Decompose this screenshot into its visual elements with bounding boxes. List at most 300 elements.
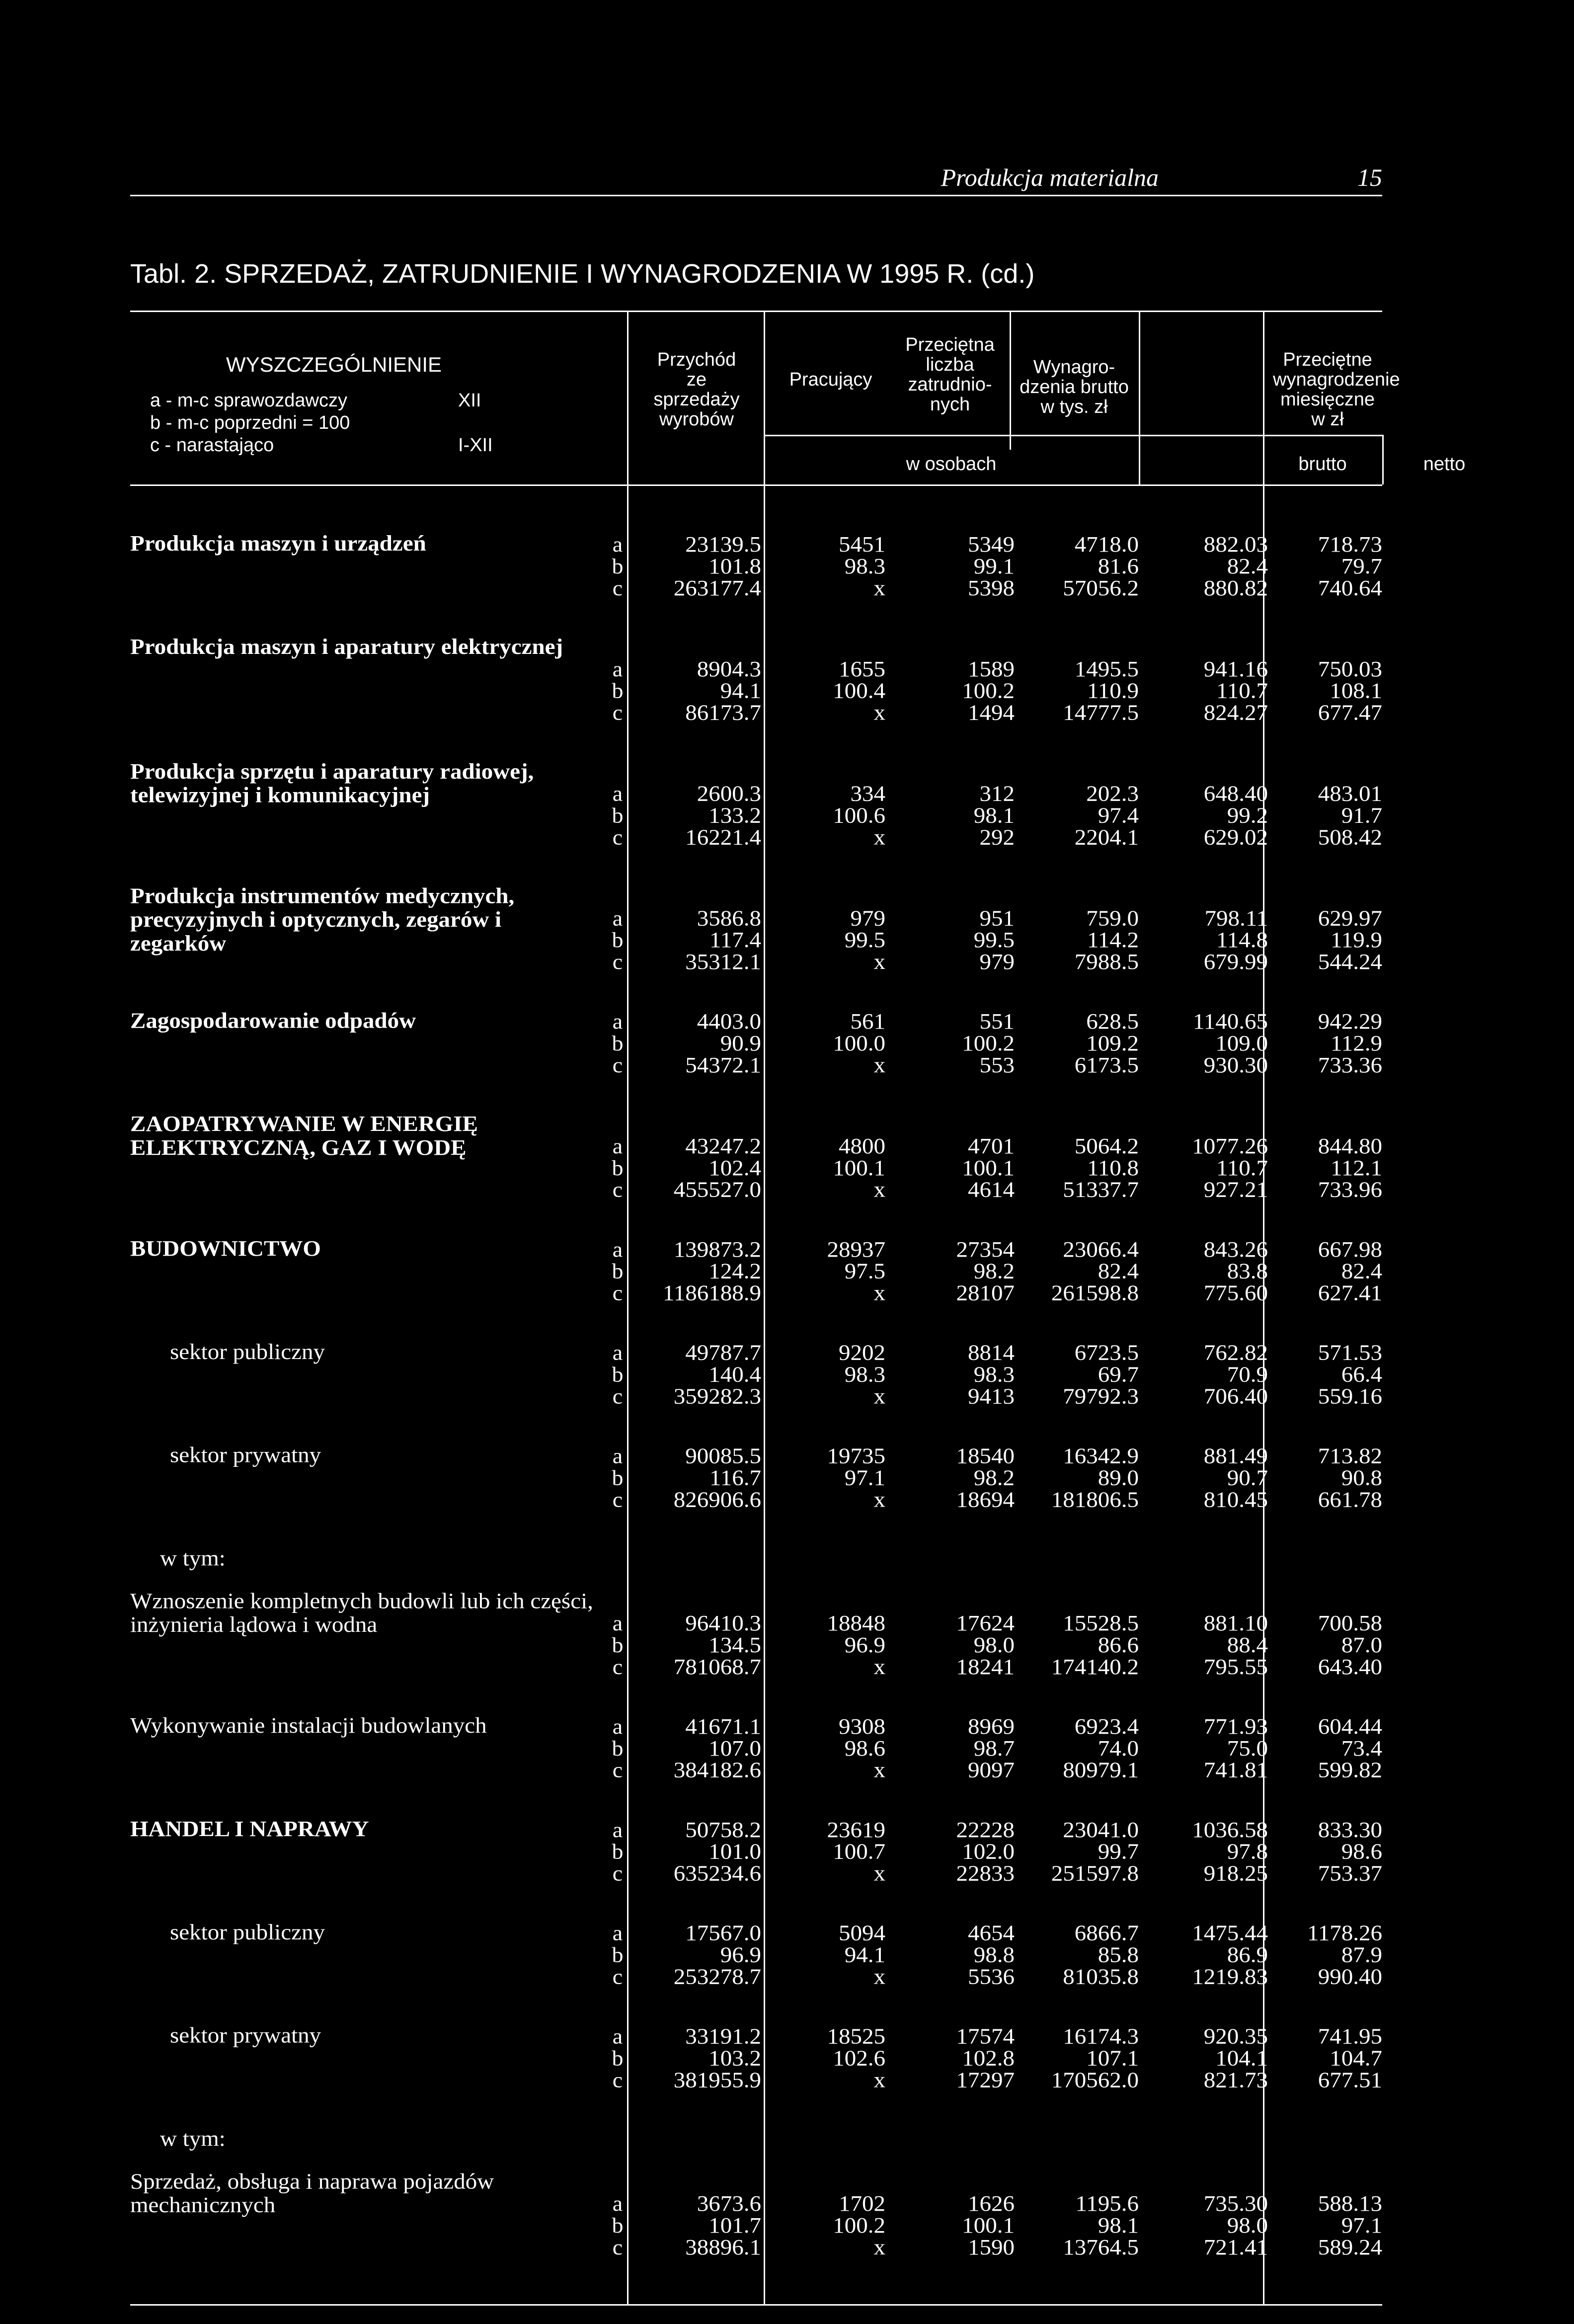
row-label: w tym:	[160, 2126, 226, 2152]
cell-zatrudnieni: 98.8	[973, 1942, 1015, 1968]
cell-brutto: 1140.65	[1192, 1009, 1268, 1034]
cell-przychod: 17567.0	[685, 1921, 761, 1946]
cell-brutto: 648.40	[1203, 781, 1268, 806]
cell-netto: 82.4	[1341, 1259, 1382, 1284]
cell-pracujacy: 5451	[839, 532, 885, 557]
cell-pracujacy: 99.5	[844, 928, 885, 953]
cell-przychod: 826906.6	[673, 1487, 761, 1512]
page-number: 15	[1357, 163, 1382, 191]
cell-netto: 571.53	[1318, 1340, 1382, 1365]
cell-pracujacy: 979	[850, 906, 885, 931]
row-code: c	[612, 575, 623, 600]
cell-netto: 108.1	[1330, 678, 1382, 704]
row-label: Produkcja maszyn i aparatury elektrycznej	[130, 634, 563, 659]
cell-netto: 98.6	[1341, 1839, 1382, 1864]
cell-pracujacy: 100.0	[833, 1031, 885, 1056]
cell-zatrudnieni: 27354	[956, 1237, 1015, 1262]
cell-brutto: 735.30	[1203, 2191, 1268, 2216]
cell-netto: 627.41	[1318, 1281, 1382, 1306]
cell-wynagrodzenia: 109.2	[1086, 1031, 1139, 1056]
table-row	[130, 1281, 1382, 1309]
col-w-osobach: w osobach	[906, 454, 997, 475]
cell-wynagrodzenia: 16174.3	[1063, 2024, 1139, 2049]
cell-wynagrodzenia: 110.8	[1087, 1155, 1139, 1181]
row-label: Zagospodarowanie odpadów	[130, 1008, 416, 1033]
cell-zatrudnieni: 102.8	[962, 2046, 1015, 2071]
row-code: a	[612, 1921, 623, 1945]
cell-netto: 589.24	[1318, 2235, 1382, 2260]
cell-netto: 599.82	[1318, 1758, 1382, 1783]
row-label: sektor prywatny	[170, 2023, 321, 2048]
col-wynagrodzenia: Wynagro-dzenia brutto w tys. zł	[1020, 357, 1129, 417]
stub-legend-a: a - m-c sprawozdawczy	[150, 390, 347, 411]
row-code: b	[612, 1736, 624, 1761]
row-code: c	[612, 2235, 623, 2259]
table-row	[130, 1383, 1382, 1412]
cell-pracujacy: x	[873, 1758, 885, 1783]
table-row	[130, 1052, 1382, 1081]
cell-pracujacy: 94.1	[844, 1942, 885, 1968]
row-code: c	[612, 700, 623, 725]
cell-netto: 844.80	[1318, 1133, 1382, 1159]
table-row	[130, 2067, 1382, 2095]
cell-zatrudnieni: 98.3	[973, 1362, 1015, 1387]
cell-pracujacy: 97.5	[844, 1259, 885, 1284]
cell-przychod: 1186188.9	[662, 1281, 761, 1306]
cell-brutto: 771.93	[1203, 1714, 1268, 1739]
cell-netto: 87.0	[1341, 1632, 1382, 1658]
col-przecietne: Przeciętne wynagrodzenie miesięczne w zł	[1273, 349, 1400, 430]
cell-wynagrodzenia: 69.7	[1098, 1362, 1139, 1387]
row-code: a	[612, 1133, 623, 1158]
col-brutto: brutto	[1298, 454, 1347, 475]
cell-brutto: 941.16	[1203, 656, 1268, 682]
cell-pracujacy: 100.2	[833, 2213, 885, 2238]
cell-przychod: 50758.2	[685, 1817, 761, 1843]
cell-pracujacy: 334	[850, 781, 885, 806]
row-code: b	[612, 1155, 624, 1180]
cell-netto: 713.82	[1318, 1443, 1382, 1469]
cell-brutto: 918.25	[1203, 1861, 1268, 1886]
cell-netto: 833.30	[1318, 1817, 1382, 1843]
row-code: c	[612, 2068, 623, 2092]
cell-zatrudnieni: 292	[979, 825, 1015, 850]
cell-przychod: 8904.3	[697, 656, 761, 682]
row-code: a	[612, 1714, 623, 1739]
cell-przychod: 86173.7	[685, 700, 761, 725]
cell-pracujacy: x	[873, 825, 885, 850]
cell-wynagrodzenia: 107.1	[1086, 2046, 1139, 2071]
cell-zatrudnieni: 99.5	[973, 928, 1015, 953]
table-row	[130, 575, 1382, 604]
cell-zatrudnieni: 98.1	[973, 803, 1015, 828]
row-code: c	[612, 1654, 623, 1679]
cell-przychod: 49787.7	[685, 1340, 761, 1365]
cell-brutto: 98.0	[1227, 2213, 1268, 2238]
table-row	[130, 1758, 1382, 1786]
cell-zatrudnieni: 98.0	[973, 1632, 1015, 1658]
row-label: w tym:	[160, 1546, 226, 1571]
cell-przychod: 96410.3	[685, 1611, 761, 1636]
cell-wynagrodzenia: 80979.1	[1063, 1758, 1139, 1783]
cell-zatrudnieni: 1590	[968, 2235, 1015, 2260]
cell-wynagrodzenia: 99.7	[1098, 1839, 1139, 1864]
wynagrodzenie-rule	[1139, 435, 1382, 436]
header-bottom-rule	[130, 484, 1382, 486]
cell-pracujacy: 18848	[827, 1611, 885, 1636]
cell-zatrudnieni: 4701	[968, 1133, 1015, 1159]
cell-brutto: 109.0	[1215, 1031, 1268, 1056]
cell-wynagrodzenia: 98.1	[1098, 2213, 1139, 2238]
cell-przychod: 90085.5	[685, 1443, 761, 1469]
row-code: c	[612, 1861, 623, 1886]
cell-wynagrodzenia: 110.9	[1087, 678, 1139, 704]
table-row	[130, 1964, 1382, 1992]
cell-wynagrodzenia: 6173.5	[1074, 1052, 1139, 1078]
cell-przychod: 4403.0	[697, 1009, 761, 1034]
cell-brutto: 741.81	[1203, 1758, 1268, 1783]
row-code: c	[612, 1487, 623, 1512]
cell-przychod: 107.0	[708, 1736, 761, 1761]
cell-wynagrodzenia: 85.8	[1098, 1942, 1139, 1968]
cell-przychod: 38896.1	[685, 2235, 761, 2260]
row-code: c	[612, 1052, 623, 1077]
cell-netto: 112.9	[1330, 1031, 1382, 1056]
cell-brutto: 83.8	[1227, 1259, 1268, 1284]
cell-netto: 753.37	[1318, 1861, 1382, 1886]
cell-przychod: 133.2	[708, 803, 761, 828]
cell-pracujacy: 98.6	[844, 1736, 885, 1761]
cell-wynagrodzenia: 86.6	[1098, 1632, 1139, 1658]
row-label: Wykonywanie instalacji budowlanych	[130, 1713, 487, 1738]
stub-legend-b: b - m-c poprzedni = 100	[150, 412, 350, 433]
cell-wynagrodzenia: 6923.4	[1074, 1714, 1139, 1739]
cell-netto: 677.47	[1318, 700, 1382, 725]
cell-wynagrodzenia: 81.6	[1098, 554, 1139, 579]
cell-pracujacy: 100.6	[833, 803, 885, 828]
row-label: ZAOPATRYWANIE W ENERGIĘ ELEKTRYCZNĄ, GAZ I WODĘ	[130, 1112, 478, 1160]
row-code: a	[612, 1611, 623, 1635]
cell-wynagrodzenia: 181806.5	[1051, 1487, 1139, 1512]
row-code: b	[612, 1362, 624, 1387]
cell-przychod: 33191.2	[685, 2024, 761, 2049]
cell-netto: 604.44	[1318, 1714, 1382, 1739]
cell-zatrudnieni: 553	[979, 1052, 1015, 1078]
cell-brutto: 1036.58	[1192, 1817, 1268, 1843]
cell-pracujacy: 19735	[827, 1443, 885, 1469]
row-code: c	[612, 1758, 623, 1782]
row-code: c	[612, 1281, 623, 1305]
cell-netto: 104.7	[1330, 2046, 1382, 2071]
column-divider	[1139, 311, 1140, 484]
cell-pracujacy: x	[873, 1281, 885, 1306]
cell-pracujacy: x	[873, 1964, 885, 1989]
stub-legend-c: c - narastająco	[150, 435, 274, 456]
row-label: sektor prywatny	[170, 1442, 321, 1468]
cell-pracujacy: 100.7	[833, 1839, 885, 1864]
cell-wynagrodzenia: 1195.6	[1075, 2191, 1139, 2216]
cell-netto: 942.29	[1318, 1009, 1382, 1034]
cell-brutto: 843.26	[1203, 1237, 1268, 1262]
cell-pracujacy: x	[873, 575, 885, 601]
cell-pracujacy: 98.3	[844, 554, 885, 579]
row-code: c	[612, 949, 623, 974]
cell-wynagrodzenia: 57056.2	[1063, 575, 1139, 601]
cell-pracujacy: 23619	[827, 1817, 885, 1843]
col-przychod: Przychód ze sprzedaży wyrobów	[653, 349, 740, 430]
row-label: Produkcja sprzętu i aparatury radiowej, telewizyjnej i komunikacyjnej	[130, 759, 534, 807]
cell-pracujacy: 97.1	[844, 1465, 885, 1490]
cell-pracujacy: x	[873, 700, 885, 725]
cell-przychod: 54372.1	[685, 1052, 761, 1078]
row-code: b	[612, 1031, 624, 1055]
cell-wynagrodzenia: 759.0	[1086, 906, 1139, 931]
cell-wynagrodzenia: 89.0	[1098, 1465, 1139, 1490]
cell-zatrudnieni: 17297	[956, 2068, 1015, 2092]
cell-wynagrodzenia: 261598.8	[1051, 1281, 1139, 1306]
row-label: HANDEL I NAPRAWY	[130, 1816, 369, 1842]
cell-wynagrodzenia: 251597.8	[1051, 1861, 1139, 1886]
cell-brutto: 1475.44	[1192, 1921, 1268, 1946]
cell-przychod: 381955.9	[673, 2068, 761, 2092]
cell-zatrudnieni: 1626	[968, 2191, 1015, 2216]
cell-przychod: 41671.1	[685, 1714, 761, 1739]
cell-zatrudnieni: 951	[979, 906, 1015, 931]
cell-brutto: 110.7	[1216, 678, 1268, 704]
cell-pracujacy: 98.3	[844, 1362, 885, 1387]
row-label: BUDOWNICTWO	[130, 1236, 321, 1261]
stub-heading: WYSZCZEGÓLNIENIE	[226, 353, 442, 376]
row-label: sektor publiczny	[170, 1339, 325, 1364]
cell-pracujacy: 9308	[839, 1714, 885, 1739]
cell-netto: 73.4	[1341, 1736, 1382, 1761]
cell-zatrudnieni: 22833	[956, 1861, 1015, 1886]
table-row	[130, 824, 1382, 853]
row-code: b	[612, 928, 624, 952]
data-table	[130, 311, 1466, 2260]
cell-brutto: 881.10	[1203, 1611, 1268, 1636]
row-code: a	[612, 1443, 623, 1468]
cell-wynagrodzenia: 23041.0	[1063, 1817, 1139, 1843]
cell-brutto: 930.30	[1203, 1052, 1268, 1078]
cell-pracujacy: 102.6	[833, 2046, 885, 2071]
cell-wynagrodzenia: 2204.1	[1074, 825, 1139, 850]
row-code: b	[612, 1259, 624, 1283]
cell-przychod: 90.9	[720, 1031, 761, 1056]
row-code: c	[612, 1384, 623, 1408]
cell-netto: 990.40	[1318, 1964, 1382, 1989]
cell-przychod: 23139.5	[685, 532, 761, 557]
cell-zatrudnieni: 98.2	[973, 1465, 1015, 1490]
stub-legend-c-period: I-XII	[458, 435, 493, 456]
col-zatrudnieni: Przeciętna liczba zatrudnio-nych	[905, 334, 995, 415]
cell-przychod: 384182.6	[673, 1758, 761, 1783]
row-code: b	[612, 554, 624, 578]
cell-pracujacy: x	[873, 1052, 885, 1078]
cell-brutto: 798.11	[1204, 906, 1268, 931]
cell-przychod: 103.2	[708, 2046, 761, 2071]
cell-zatrudnieni: 18241	[956, 1654, 1015, 1680]
cell-zatrudnieni: 312	[979, 781, 1015, 806]
cell-netto: 97.1	[1341, 2213, 1382, 2238]
cell-brutto: 927.21	[1203, 1177, 1268, 1202]
cell-wynagrodzenia: 4718.0	[1074, 532, 1139, 557]
cell-wynagrodzenia: 74.0	[1098, 1736, 1139, 1761]
cell-wynagrodzenia: 51337.7	[1063, 1177, 1139, 1202]
cell-brutto: 824.27	[1203, 700, 1268, 725]
cell-pracujacy: 28937	[827, 1237, 885, 1262]
table-row	[130, 1654, 1382, 1683]
cell-przychod: 3586.8	[697, 906, 761, 931]
cell-pracujacy: 100.4	[833, 678, 885, 704]
cell-wynagrodzenia: 13764.5	[1063, 2235, 1139, 2260]
cell-przychod: 3673.6	[697, 2191, 761, 2216]
cell-brutto: 882.03	[1203, 532, 1268, 557]
cell-zatrudnieni: 1494	[968, 700, 1015, 725]
cell-brutto: 99.2	[1227, 803, 1268, 828]
cell-netto: 483.01	[1318, 781, 1382, 806]
cell-wynagrodzenia: 79792.3	[1063, 1384, 1139, 1409]
cell-pracujacy: x	[873, 1861, 885, 1886]
row-label: Sprzedaż, obsługa i naprawa pojazdów mechanicznych	[130, 2169, 494, 2218]
cell-przychod: 43247.2	[685, 1133, 761, 1159]
row-code: a	[612, 1237, 623, 1262]
cell-przychod: 781068.7	[673, 1654, 761, 1680]
header-rule	[130, 195, 1382, 196]
cell-netto: 733.96	[1318, 1177, 1382, 1202]
cell-netto: 718.73	[1318, 532, 1382, 557]
cell-zatrudnieni: 5349	[968, 532, 1015, 557]
row-code: b	[612, 2213, 624, 2238]
cell-netto: 1178.26	[1307, 1921, 1382, 1946]
cell-pracujacy: x	[873, 1384, 885, 1409]
running-title: Produkcja materialna	[941, 163, 1159, 191]
cell-netto: 629.97	[1318, 906, 1382, 931]
cell-netto: 119.9	[1330, 928, 1382, 953]
row-code: b	[612, 1942, 624, 1967]
table-top-rule	[130, 311, 1382, 312]
column-divider	[1010, 311, 1011, 450]
cell-zatrudnieni: 18694	[956, 1487, 1015, 1512]
cell-zatrudnieni: 8969	[968, 1714, 1015, 1739]
cell-zatrudnieni: 22228	[956, 1817, 1015, 1843]
cell-zatrudnieni: 8814	[968, 1340, 1015, 1365]
row-code: a	[612, 1340, 623, 1365]
cell-zatrudnieni: 100.1	[962, 1155, 1015, 1181]
cell-wynagrodzenia: 114.2	[1087, 928, 1139, 953]
row-label: Wznoszenie kompletnych budowli lub ich części, inżynieria lądowa i wodna	[130, 1589, 593, 1637]
cell-pracujacy: x	[873, 1654, 885, 1680]
cell-pracujacy: x	[873, 2068, 885, 2092]
cell-wynagrodzenia: 628.5	[1086, 1009, 1139, 1034]
cell-netto: 661.78	[1318, 1487, 1382, 1512]
cell-brutto: 82.4	[1227, 554, 1268, 579]
cell-netto: 643.40	[1318, 1654, 1382, 1680]
cell-brutto: 762.82	[1203, 1340, 1268, 1365]
row-code: c	[612, 1177, 623, 1202]
cell-brutto: 880.82	[1203, 575, 1268, 601]
table-row	[130, 700, 1382, 728]
row-code: b	[612, 2046, 624, 2070]
cell-netto: 508.42	[1318, 825, 1382, 850]
cell-zatrudnieni: 17624	[956, 1611, 1015, 1636]
cell-zatrudnieni: 100.1	[962, 2213, 1015, 2238]
row-code: a	[612, 532, 623, 557]
cell-przychod: 635234.6	[673, 1861, 761, 1886]
row-code: a	[612, 1009, 623, 1034]
cell-przychod: 117.4	[709, 928, 761, 953]
cell-zatrudnieni: 98.2	[973, 1259, 1015, 1284]
cell-wynagrodzenia: 6723.5	[1074, 1340, 1139, 1365]
cell-zatrudnieni: 17574	[956, 2024, 1015, 2049]
cell-wynagrodzenia: 1495.5	[1074, 656, 1139, 682]
cell-przychod: 101.7	[708, 2213, 761, 2238]
cell-netto: 700.58	[1318, 1611, 1382, 1636]
cell-pracujacy: x	[873, 1177, 885, 1202]
cell-zatrudnieni: 5536	[968, 1964, 1015, 1989]
cell-netto: 667.98	[1318, 1237, 1382, 1262]
row-label: Produkcja instrumentów medycznych, precyzyjnych i optycznych, zegarów i zegarków	[130, 883, 515, 956]
row-code: c	[612, 1964, 623, 1989]
cell-brutto: 721.41	[1203, 2235, 1268, 2260]
cell-zatrudnieni: 979	[979, 949, 1015, 974]
page-header	[130, 160, 1382, 200]
cell-przychod: 16221.4	[685, 825, 761, 850]
cell-przychod: 139873.2	[673, 1237, 761, 1262]
cell-przychod: 96.9	[720, 1942, 761, 1968]
cell-netto: 677.51	[1318, 2068, 1382, 2092]
cell-brutto: 821.73	[1203, 2068, 1268, 2092]
row-code: c	[612, 825, 623, 849]
table-title: Tabl. 2. SPRZEDAŻ, ZATRUDNIENIE I WYNAGRODZENIA W 1995 R. (cd.)	[130, 259, 1035, 289]
cell-pracujacy: 4800	[839, 1133, 885, 1159]
cell-zatrudnieni: 18540	[956, 1443, 1015, 1469]
cell-przychod: 35312.1	[685, 949, 761, 974]
cell-przychod: 253278.7	[673, 1964, 761, 1989]
cell-brutto: 110.7	[1216, 1155, 1268, 1181]
row-code: b	[612, 1632, 624, 1657]
cell-przychod: 134.5	[708, 1632, 761, 1658]
cell-brutto: 114.8	[1216, 928, 1268, 953]
cell-brutto: 75.0	[1227, 1736, 1268, 1761]
cell-wynagrodzenia: 97.4	[1098, 803, 1139, 828]
cell-przychod: 359282.3	[673, 1384, 761, 1409]
cell-zatrudnieni: 5398	[968, 575, 1015, 601]
cell-wynagrodzenia: 6866.7	[1074, 1921, 1139, 1946]
col-pracujacy: Pracujący	[789, 369, 872, 390]
cell-zatrudnieni: 4614	[968, 1177, 1015, 1202]
cell-przychod: 124.2	[708, 1259, 761, 1284]
cell-zatrudnieni: 102.0	[962, 1839, 1015, 1864]
cell-zatrudnieni: 100.2	[962, 678, 1015, 704]
cell-netto: 740.64	[1318, 575, 1382, 601]
cell-netto: 733.36	[1318, 1052, 1382, 1078]
row-code: a	[612, 2191, 623, 2216]
cell-brutto: 97.8	[1227, 1839, 1268, 1864]
cell-brutto: 775.60	[1203, 1281, 1268, 1306]
cell-brutto: 881.49	[1203, 1443, 1268, 1469]
cell-brutto: 1077.26	[1192, 1133, 1268, 1159]
cell-netto: 544.24	[1318, 949, 1382, 974]
cell-pracujacy: x	[873, 2235, 885, 2260]
cell-netto: 750.03	[1318, 656, 1382, 682]
cell-zatrudnieni: 1589	[968, 656, 1015, 682]
cell-przychod: 263177.4	[673, 575, 761, 601]
cell-przychod: 101.0	[708, 1839, 761, 1864]
cell-netto: 559.16	[1318, 1384, 1382, 1409]
cell-brutto: 706.40	[1203, 1384, 1268, 1409]
cell-wynagrodzenia: 174140.2	[1051, 1654, 1139, 1680]
